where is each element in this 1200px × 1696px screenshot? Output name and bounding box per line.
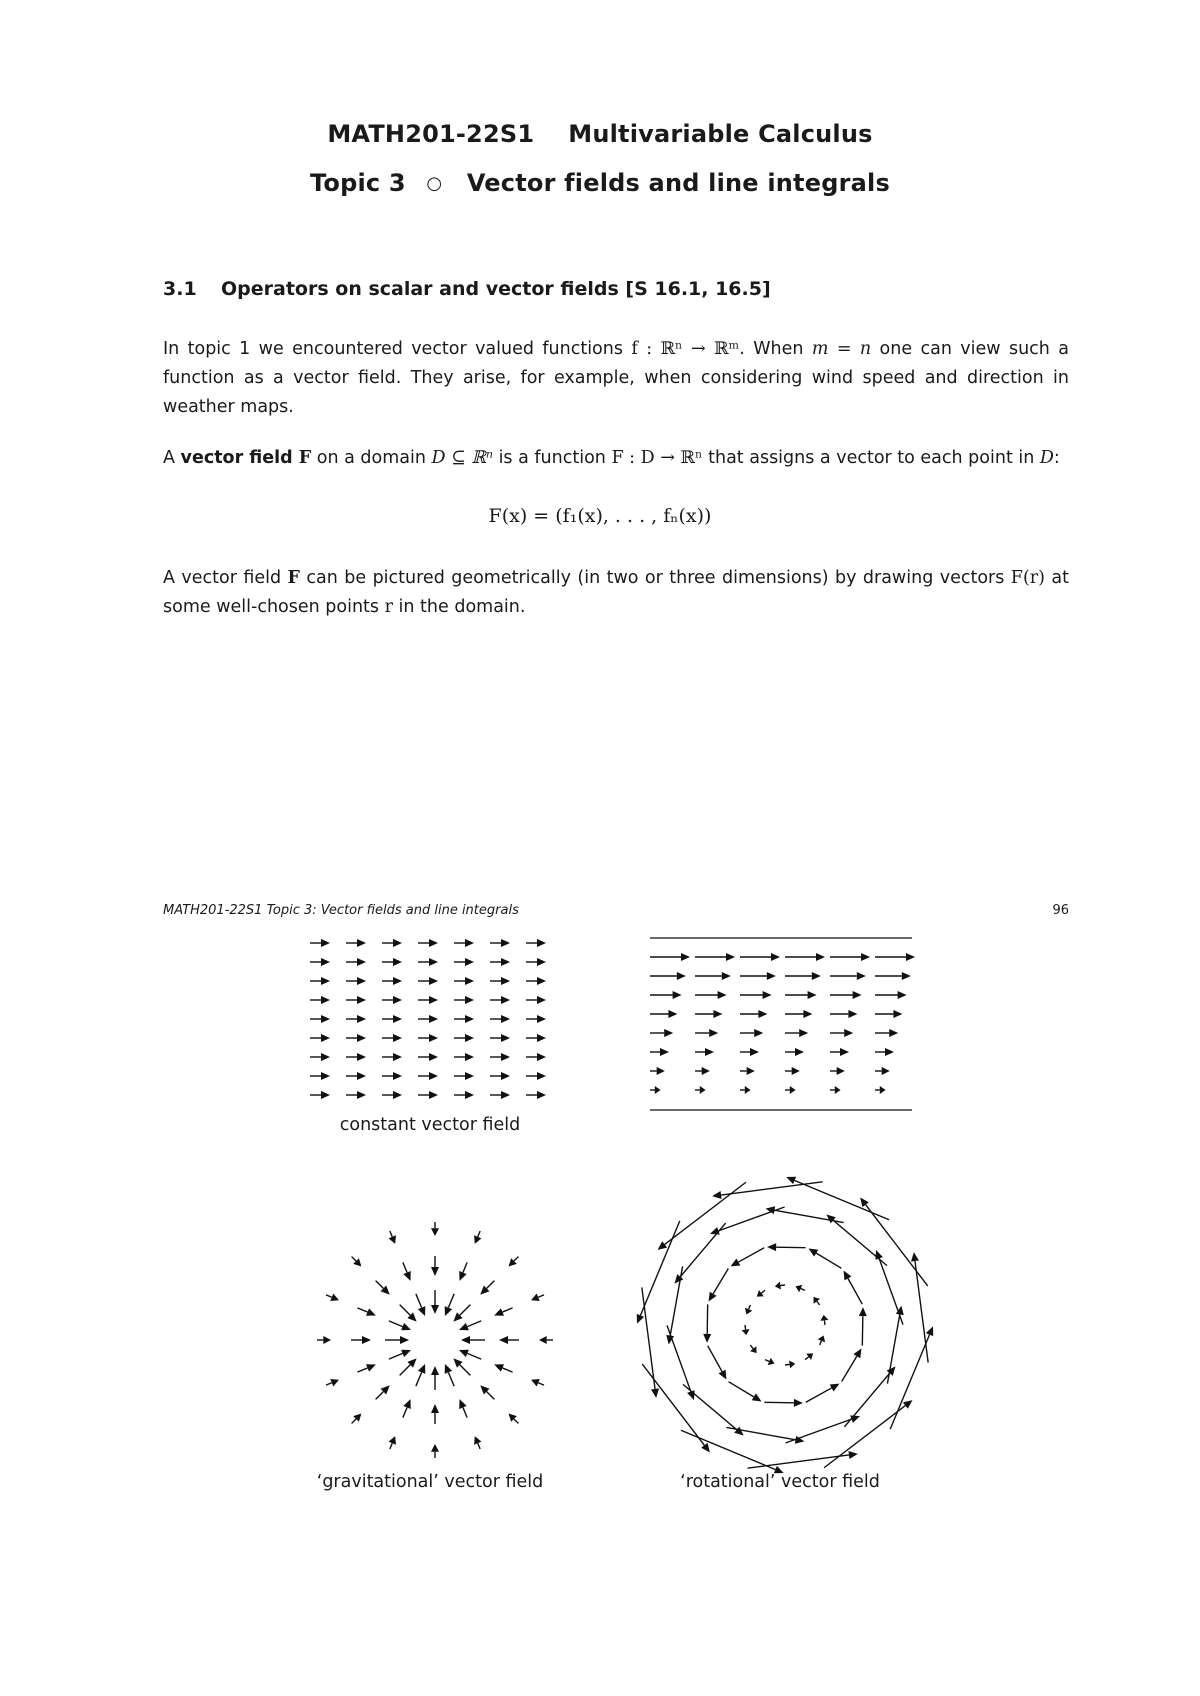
shear-field-arrow (785, 1029, 808, 1037)
shear-field-arrow (830, 1067, 845, 1075)
gravitational-field-arrow (326, 1379, 339, 1386)
rotational-field-arrow (709, 1269, 729, 1302)
constant-field-arrow (418, 996, 438, 1004)
shear-field-arrow (650, 1029, 673, 1037)
gravitational-field-arrow (416, 1364, 425, 1386)
gravitational-field-arrow (494, 1364, 512, 1372)
rotational-field-arrow (813, 1297, 820, 1305)
constant-field-arrow (526, 1091, 546, 1099)
rotational-field-arrow (842, 1348, 862, 1381)
gravitational-field-arrow (416, 1294, 425, 1316)
text-run: one can view such a function as a vector field. They arise, for example, when considering wind speed and direction in weather maps. (163, 339, 1069, 417)
math-inline: D ⊆ ℝⁿ (431, 448, 493, 468)
math-inline: F (287, 568, 300, 588)
shear-field-arrow (830, 991, 862, 999)
rotational-field-arrow (820, 1315, 828, 1325)
constant-field-arrow (346, 1091, 366, 1099)
constant-field-arrow (490, 1091, 510, 1099)
shear-field-arrow (875, 953, 915, 961)
rotational-field-arrow (890, 1326, 933, 1429)
page-number: 96 (1052, 903, 1069, 918)
caption-constant: constant vector field (339, 1115, 521, 1135)
gravitational-field-arrow (480, 1385, 494, 1399)
gravitational-field-arrow (461, 1336, 485, 1344)
gravitational-field-arrow (539, 1336, 553, 1344)
gravitational-field-arrow (351, 1336, 371, 1344)
constant-field-arrow (382, 1091, 402, 1099)
constant-field-arrow (526, 1015, 546, 1023)
text-run: in the domain. (392, 597, 526, 617)
rotational-field-arrow (860, 1197, 928, 1285)
gravitational-field-arrow (459, 1321, 481, 1330)
gravitational-field-arrow (459, 1350, 481, 1359)
rotational-vector-field-figure (630, 1170, 940, 1480)
rotational-field-arrow (796, 1285, 805, 1292)
running-header-text: MATH201-22S1 Topic 3: Vector fields and line integrals (163, 903, 519, 918)
rotational-field-arrow (824, 1400, 912, 1468)
math-inline: r (384, 597, 393, 617)
shear-field-arrow (740, 1048, 759, 1056)
shear-field-arrow (695, 1086, 706, 1094)
shear-field-arrow (650, 1067, 665, 1075)
gravitational-field-arrow (352, 1257, 362, 1267)
constant-field-arrow (526, 996, 546, 1004)
math-inline: F(r) (1010, 568, 1045, 588)
shear-field-arrow (875, 1029, 898, 1037)
shear-field-arrow (785, 953, 825, 961)
constant-field-arrow (310, 1091, 330, 1099)
rotational-field-arrow (703, 1304, 711, 1342)
constant-field-arrow (526, 977, 546, 985)
constant-field-arrow (454, 939, 474, 947)
rotational-field-arrow (767, 1243, 805, 1251)
gravitational-field-arrow (474, 1436, 481, 1449)
gravitational-field-arrow (389, 1436, 396, 1449)
gravitational-field-arrow (431, 1366, 439, 1390)
shear-field-arrow (650, 972, 686, 980)
constant-field-arrow (418, 977, 438, 985)
gravitational-field-arrow (531, 1294, 544, 1301)
constant-field-arrow (490, 1015, 510, 1023)
constant-field-arrow (346, 1053, 366, 1061)
rotational-field-arrow (712, 1182, 822, 1199)
shear-field-arrow (830, 1086, 841, 1094)
gravitational-field-arrow (494, 1308, 512, 1316)
constant-field-arrow (310, 977, 330, 985)
shear-field-arrow (785, 1067, 800, 1075)
gravitational-field-arrow (400, 1305, 417, 1322)
text-run: : (1053, 448, 1060, 468)
gravitational-field-arrow (431, 1256, 439, 1276)
constant-field-arrow (310, 1015, 330, 1023)
gravitational-field-arrow (509, 1257, 519, 1267)
gravitational-field-arrow (403, 1399, 411, 1417)
shear-field-arrow (650, 1010, 677, 1018)
shear-field-arrow (695, 1010, 722, 1018)
topic-title: Vector fields and line integrals (466, 169, 890, 197)
text-run: on a domain (311, 448, 432, 468)
rotational-field-arrow (765, 1358, 774, 1365)
shear-field-arrow (785, 991, 817, 999)
caption-gravitational: ‘gravitational’ vector field (316, 1472, 544, 1492)
constant-field-arrow (418, 1091, 438, 1099)
rotational-field-arrow (757, 1290, 765, 1297)
gravitational-field-arrow (431, 1404, 439, 1424)
gravitational-field-arrow (445, 1364, 454, 1386)
constant-field-arrow (382, 996, 402, 1004)
gravitational-field-arrow (431, 1290, 439, 1314)
shear-field-arrow (695, 1029, 718, 1037)
constant-field-arrow (346, 939, 366, 947)
text-run: In topic 1 we encountered vector valued functions (163, 339, 632, 359)
shear-field-arrow (740, 953, 780, 961)
shear-field-arrow (830, 953, 870, 961)
constant-field-arrow (490, 1053, 510, 1061)
constant-field-arrow (310, 1072, 330, 1080)
constant-field-arrow (382, 1015, 402, 1023)
gravitational-field-arrow (480, 1281, 494, 1295)
section-heading (163, 278, 771, 300)
topic-title-line (0, 169, 1200, 197)
constant-field-arrow (490, 1072, 510, 1080)
gravitational-field-arrow (385, 1336, 409, 1344)
course-code: MATH201-22S1 (327, 120, 535, 148)
rotational-field-arrow (681, 1430, 784, 1473)
text-run: can be pictured geometrically (in two or three dimensions) by drawing vectors (299, 568, 1011, 588)
constant-field-arrow (346, 1015, 366, 1023)
math-inline: F : D → ℝⁿ (611, 448, 703, 468)
shear-field-arrow (785, 1048, 804, 1056)
rotational-field-arrow (745, 1305, 752, 1314)
constant-field-arrow (346, 1034, 366, 1042)
rotational-field-arrow (708, 1346, 727, 1380)
text-run: A (163, 448, 181, 468)
constant-field-arrow (454, 1053, 474, 1061)
gravitational-vector-field-figure (290, 1195, 580, 1485)
shear-field-arrow (740, 1086, 751, 1094)
rotational-field-arrow (747, 1451, 857, 1468)
gravitational-field-arrow (389, 1321, 411, 1330)
gravitational-field-arrow (357, 1364, 375, 1372)
constant-field-arrow (454, 977, 474, 985)
rotational-field-arrow (806, 1384, 840, 1403)
constant-field-arrow (418, 939, 438, 947)
shear-field-arrow (830, 1029, 853, 1037)
course-title: Multivariable Calculus (568, 120, 873, 148)
topic-label: Topic 3 (310, 169, 406, 197)
text-run: is a function (493, 448, 612, 468)
constant-field-arrow (418, 1072, 438, 1080)
math-inline: m = n (811, 339, 872, 359)
rotational-field-arrow (859, 1307, 867, 1345)
constant-field-arrow (382, 958, 402, 966)
constant-field-arrow (310, 1053, 330, 1061)
shear-field-arrow (875, 1048, 894, 1056)
rotational-field-arrow (729, 1382, 762, 1402)
shear-field-arrow (785, 972, 821, 980)
constant-field-arrow (382, 977, 402, 985)
gravitational-field-arrow (509, 1414, 519, 1424)
gravitational-field-arrow (357, 1308, 375, 1316)
text-run: at some well-chosen points (163, 568, 1069, 617)
paragraph-definition (163, 444, 1069, 473)
rotational-field-arrow (808, 1249, 841, 1269)
shear-field-arrow (650, 991, 682, 999)
gravitational-field-arrow (403, 1262, 411, 1280)
constant-field-arrow (490, 996, 510, 1004)
constant-field-arrow (346, 996, 366, 1004)
shear-field-arrow (740, 991, 772, 999)
rotational-field-arrow (818, 1336, 825, 1345)
rotational-field-arrow (642, 1287, 659, 1397)
term-bold: vector field (180, 448, 293, 468)
constant-field-arrow (526, 958, 546, 966)
shear-field-arrow (740, 1029, 763, 1037)
shear-field-arrow (875, 1010, 902, 1018)
shear-field-arrow (875, 991, 907, 999)
constant-field-arrow (454, 1091, 474, 1099)
constant-field-arrow (526, 1034, 546, 1042)
gravitational-field-arrow (474, 1231, 481, 1244)
gravitational-field-arrow (431, 1222, 439, 1236)
gravitational-field-arrow (326, 1294, 339, 1301)
shear-field-arrow (875, 972, 911, 980)
display-formula: F(x) = (f₁(x), . . . , fₙ(x)) (488, 505, 712, 527)
constant-field-arrow (418, 1053, 438, 1061)
constant-field-arrow (418, 958, 438, 966)
constant-field-arrow (526, 1053, 546, 1061)
constant-field-arrow (490, 958, 510, 966)
constant-field-arrow (418, 1034, 438, 1042)
shear-field-arrow (740, 1067, 755, 1075)
shear-field-arrow (830, 972, 866, 980)
shear-field-arrow (650, 953, 690, 961)
math-inline: f : ℝⁿ → ℝᵐ (631, 339, 740, 359)
gravitational-field-arrow (459, 1399, 467, 1417)
running-header (163, 903, 1069, 918)
constant-field-arrow (382, 1053, 402, 1061)
rotational-field-arrow (911, 1252, 928, 1362)
gravitational-field-arrow (389, 1350, 411, 1359)
shear-field-arrow (695, 1067, 710, 1075)
constant-field-arrow (526, 1072, 546, 1080)
course-title-line (0, 120, 1200, 148)
constant-field-arrow (310, 939, 330, 947)
rotational-field-arrow (637, 1221, 680, 1324)
topic-separator-icon: ○ (426, 173, 443, 194)
section-title: Operators on scalar and vector fields [S 16.1, 16.5] (221, 278, 771, 300)
shear-field-arrow (695, 972, 731, 980)
paragraph-intro (163, 335, 1069, 422)
shear-vector-field-figure (640, 935, 930, 1110)
constant-field-arrow (454, 1034, 474, 1042)
gravitational-field-arrow (400, 1358, 417, 1375)
constant-field-arrow (454, 1015, 474, 1023)
rotational-field-arrow (875, 1250, 903, 1325)
gravitational-field-arrow (317, 1336, 331, 1344)
text-run: . When (739, 339, 812, 359)
constant-field-arrow (310, 996, 330, 1004)
rotational-field-arrow (657, 1182, 745, 1250)
gravitational-field-arrow (376, 1385, 390, 1399)
rotational-field-arrow (742, 1325, 750, 1335)
text-run: A vector field (163, 568, 288, 588)
shear-field-arrow (650, 1048, 669, 1056)
shear-field-arrow (875, 1086, 886, 1094)
constant-field-arrow (346, 1072, 366, 1080)
rotational-field-arrow (764, 1399, 802, 1407)
gravitational-field-arrow (445, 1294, 454, 1316)
constant-field-arrow (346, 977, 366, 985)
rotational-field-arrow (775, 1282, 785, 1290)
shear-field-arrow (830, 1010, 857, 1018)
rotational-field-arrow (805, 1353, 813, 1360)
constant-field-arrow (454, 996, 474, 1004)
math-inline: D (1039, 448, 1054, 468)
shear-field-arrow (695, 1048, 714, 1056)
gravitational-field-arrow (352, 1414, 362, 1424)
constant-field-arrow (418, 1015, 438, 1023)
constant-field-arrow (382, 1034, 402, 1042)
caption-rotational: ‘rotational’ vector field (680, 1472, 880, 1492)
constant-vector-field-figure (300, 935, 560, 1110)
gravitational-field-arrow (499, 1336, 519, 1344)
constant-field-arrow (526, 939, 546, 947)
shear-field-arrow (650, 1086, 661, 1094)
constant-field-arrow (382, 1072, 402, 1080)
shear-field-arrow (695, 991, 727, 999)
gravitational-field-arrow (389, 1231, 396, 1244)
gravitational-field-arrow (459, 1262, 467, 1280)
rotational-field-arrow (786, 1177, 889, 1220)
text-run: that assigns a vector to each point in (702, 448, 1040, 468)
gravitational-field-arrow (431, 1444, 439, 1458)
paragraph-geometric (163, 564, 1069, 622)
constant-field-arrow (382, 939, 402, 947)
constant-field-arrow (490, 1034, 510, 1042)
constant-field-arrow (490, 977, 510, 985)
constant-field-arrow (346, 958, 366, 966)
rotational-field-arrow (731, 1248, 765, 1267)
constant-field-arrow (454, 958, 474, 966)
shear-field-arrow (785, 1010, 812, 1018)
rotational-field-arrow (785, 1360, 795, 1368)
rotational-field-arrow (750, 1345, 757, 1353)
shear-field-arrow (785, 1086, 796, 1094)
math-inline: F (292, 448, 312, 468)
gravitational-field-arrow (453, 1358, 470, 1375)
shear-field-arrow (875, 1067, 890, 1075)
rotational-field-arrow (844, 1271, 863, 1305)
rotational-field-arrow (642, 1364, 710, 1452)
section-number: 3.1 (163, 278, 197, 300)
shear-field-arrow (830, 1048, 849, 1056)
gravitational-field-arrow (376, 1281, 390, 1295)
shear-field-arrow (740, 1010, 767, 1018)
constant-field-arrow (490, 939, 510, 947)
shear-field-arrow (740, 972, 776, 980)
constant-field-arrow (454, 1072, 474, 1080)
gravitational-field-arrow (531, 1379, 544, 1386)
constant-field-arrow (310, 1034, 330, 1042)
gravitational-field-arrow (453, 1305, 470, 1322)
constant-field-arrow (310, 958, 330, 966)
shear-field-arrow (695, 953, 735, 961)
